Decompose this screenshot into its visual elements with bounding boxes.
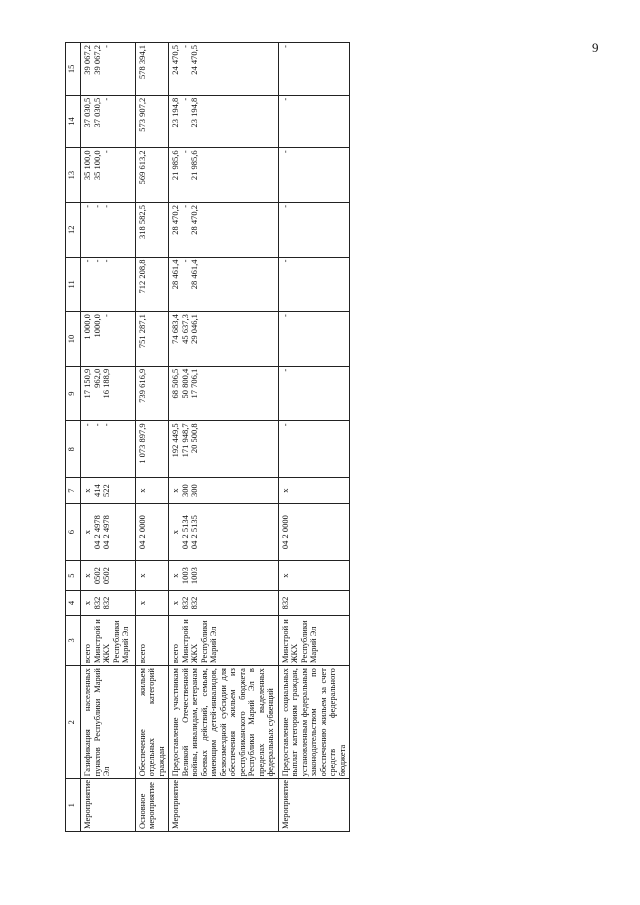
value-line: х bbox=[82, 573, 92, 578]
value-cell bbox=[169, 95, 279, 148]
column-number-row bbox=[66, 43, 81, 832]
column-number: 1 bbox=[66, 779, 81, 832]
executor-line: Минстрой и ЖКХ Республики Марий Эл bbox=[179, 619, 219, 664]
value-line: 28 470,2 bbox=[170, 204, 181, 235]
value-cell bbox=[81, 95, 136, 148]
value-cell bbox=[169, 202, 279, 257]
value-line: - bbox=[279, 259, 290, 263]
activity-type-cell: Мероприятие bbox=[169, 779, 279, 832]
value-line: - bbox=[279, 423, 290, 427]
value-cell bbox=[135, 591, 169, 615]
value-cell bbox=[135, 312, 169, 367]
executor-line: Минстрой и ЖКХ Республики Марий Эл bbox=[279, 619, 319, 664]
value-line: х bbox=[170, 600, 181, 606]
value-cell bbox=[81, 148, 136, 203]
value-cell bbox=[81, 478, 136, 504]
value-line: х bbox=[136, 488, 147, 493]
value-line: - bbox=[279, 314, 290, 317]
value-line: 04 2 5135 bbox=[189, 515, 200, 550]
executor-line: всего bbox=[170, 643, 181, 664]
value-line: 20 500,8 bbox=[189, 423, 200, 454]
value-line: х bbox=[170, 573, 181, 578]
value-line: 68 506,5 bbox=[170, 368, 181, 399]
column-number: 13 bbox=[66, 148, 81, 203]
value-line: х bbox=[279, 488, 290, 493]
value-line: - bbox=[101, 97, 112, 101]
value-line: 04 2 0000 bbox=[136, 515, 147, 550]
value-line: 04 2 5134 bbox=[179, 515, 190, 550]
value-line: 50 800,4 bbox=[179, 368, 190, 399]
value-cell bbox=[81, 366, 136, 421]
value-line: - bbox=[279, 204, 290, 208]
value-line: 712 208,8 bbox=[136, 259, 147, 294]
value-cell bbox=[278, 504, 350, 561]
value-line: 300 bbox=[179, 484, 190, 498]
value-cell bbox=[169, 312, 279, 367]
value-line: 04 2 4978 bbox=[101, 515, 112, 550]
value-cell bbox=[169, 504, 279, 561]
value-line: - bbox=[82, 423, 92, 427]
value-line: 28 461,4 bbox=[170, 259, 181, 290]
value-line: х bbox=[136, 600, 147, 606]
value-line: 739 616,9 bbox=[136, 368, 147, 403]
value-cell bbox=[135, 504, 169, 561]
value-line: - bbox=[279, 45, 290, 48]
value-line: х bbox=[82, 488, 92, 493]
value-line: 569 613,2 bbox=[136, 150, 147, 185]
value-line: 1000,0 bbox=[91, 314, 102, 338]
activity-name-cell: Предоставление социальных выплат категориям граждан, установленным федеральным законодательством по обеспечению жильем за счет средств федерального бюджета bbox=[278, 666, 350, 779]
value-line: 39 067,2 bbox=[82, 45, 92, 75]
value-line: 28 470,2 bbox=[189, 204, 200, 235]
value-line: 17 150,9 bbox=[82, 368, 92, 399]
value-line: 300 bbox=[189, 484, 200, 498]
value-line: 0502 bbox=[101, 567, 112, 585]
value-line: 192 449,5 bbox=[170, 423, 181, 458]
value-line: 39 067,2 bbox=[91, 45, 102, 75]
value-line: 37 030,5 bbox=[82, 97, 92, 128]
page-number: 9 bbox=[592, 40, 599, 55]
column-number: 8 bbox=[66, 421, 81, 478]
value-cell bbox=[169, 148, 279, 203]
value-line: - bbox=[101, 259, 112, 263]
value-cell bbox=[81, 202, 136, 257]
value-line: 24 470,5 bbox=[170, 45, 181, 75]
value-line: 1 000,0 bbox=[82, 314, 92, 340]
value-cell bbox=[169, 257, 279, 312]
value-cell bbox=[278, 366, 350, 421]
activity-name-cell: Предоставление участникам Великой Отечественной войны, инвалидам, ветеранам боевых действий, семьям, имеющим детей-инвалидов, безвозмездной субсидии для обеспечения жильем из республиканского бюджета Республики Марий Эл в пределах выделенных федеральных субвенций bbox=[169, 666, 279, 779]
value-line: х bbox=[82, 530, 92, 535]
value-line: - bbox=[82, 204, 92, 208]
value-cell bbox=[278, 591, 350, 615]
value-line: - bbox=[279, 97, 290, 101]
value-line: - bbox=[91, 204, 102, 208]
value-line: 17 706,1 bbox=[189, 368, 200, 399]
value-cell bbox=[169, 478, 279, 504]
value-cell bbox=[278, 43, 350, 96]
value-cell bbox=[81, 504, 136, 561]
value-line: 37 030,5 bbox=[91, 97, 102, 128]
value-line: 832 bbox=[179, 596, 190, 610]
value-cell bbox=[81, 257, 136, 312]
value-line: - bbox=[279, 368, 290, 372]
value-cell bbox=[169, 43, 279, 96]
value-line: 832 bbox=[279, 596, 290, 610]
column-number: 3 bbox=[66, 615, 81, 666]
table-row bbox=[81, 43, 136, 832]
value-cell bbox=[169, 366, 279, 421]
value-line: - bbox=[101, 204, 112, 208]
value-line: - bbox=[91, 423, 102, 427]
value-cell bbox=[278, 312, 350, 367]
value-line: 35 100,0 bbox=[82, 150, 92, 181]
value-line: 962,0 bbox=[91, 368, 102, 388]
column-number: 7 bbox=[66, 478, 81, 504]
value-line: 171 948,7 bbox=[179, 423, 190, 458]
value-line: - bbox=[82, 259, 92, 263]
column-number: 12 bbox=[66, 202, 81, 257]
budget-table bbox=[65, 42, 350, 832]
column-number: 15 bbox=[66, 43, 81, 96]
value-line: - bbox=[91, 259, 102, 263]
value-cell bbox=[278, 257, 350, 312]
table-row bbox=[135, 43, 169, 832]
value-line: 1 073 897,9 bbox=[136, 423, 147, 464]
value-cell bbox=[278, 560, 350, 590]
column-number: 11 bbox=[66, 257, 81, 312]
executor-cell bbox=[169, 615, 279, 666]
value-line: 832 bbox=[101, 596, 112, 610]
value-line: - bbox=[101, 45, 112, 48]
value-cell bbox=[278, 421, 350, 478]
rotated-budget-table bbox=[65, 42, 445, 832]
value-cell bbox=[81, 312, 136, 367]
value-line: 1003 bbox=[179, 567, 190, 585]
value-line: 0502 bbox=[91, 567, 102, 585]
value-cell bbox=[135, 43, 169, 96]
column-number: 10 bbox=[66, 312, 81, 367]
value-line: - bbox=[279, 150, 290, 154]
value-line: 522 bbox=[101, 484, 112, 498]
value-line: - bbox=[101, 423, 112, 427]
value-line: 573 907,2 bbox=[136, 97, 147, 132]
column-number: 14 bbox=[66, 95, 81, 148]
value-line: - bbox=[101, 150, 112, 154]
value-line: х bbox=[170, 530, 181, 535]
executor-line: всего bbox=[82, 643, 92, 664]
value-line: - bbox=[179, 45, 190, 48]
value-line: 45 637,3 bbox=[179, 314, 190, 344]
value-cell bbox=[135, 478, 169, 504]
value-line: - bbox=[179, 204, 190, 208]
activity-type-cell: Основное мероприятие bbox=[135, 779, 169, 832]
value-line: 751 287,1 bbox=[136, 314, 147, 349]
value-line: 74 683,4 bbox=[170, 314, 181, 344]
value-line: - bbox=[179, 97, 190, 101]
value-line: 28 461,4 bbox=[189, 259, 200, 290]
column-number: 2 bbox=[66, 666, 81, 779]
value-line: 414 bbox=[91, 484, 102, 498]
value-cell bbox=[81, 591, 136, 615]
executor-line: всего bbox=[136, 643, 147, 664]
value-cell bbox=[135, 148, 169, 203]
value-line: 23 194,8 bbox=[189, 97, 200, 128]
executor-line: Минстрой и ЖКХ Республики Марий Эл bbox=[91, 619, 131, 664]
value-line: - bbox=[179, 259, 190, 263]
value-line: - bbox=[179, 150, 190, 154]
value-cell bbox=[135, 202, 169, 257]
value-cell bbox=[81, 560, 136, 590]
value-cell bbox=[135, 366, 169, 421]
activity-name-cell: Газификация населенных пунктов Республики Марий Эл bbox=[81, 666, 136, 779]
value-line: 29 046,1 bbox=[189, 314, 200, 344]
value-line: 35 100,0 bbox=[91, 150, 102, 181]
value-cell bbox=[81, 43, 136, 96]
value-line: 318 582,5 bbox=[136, 204, 147, 239]
activity-type-cell: Мероприятие bbox=[278, 779, 350, 832]
table-body bbox=[81, 43, 350, 832]
column-number: 9 bbox=[66, 366, 81, 421]
value-line: 832 bbox=[189, 596, 200, 610]
value-line: 23 194,8 bbox=[170, 97, 181, 128]
value-line: х bbox=[279, 573, 290, 578]
table-row bbox=[278, 43, 350, 832]
value-cell bbox=[278, 478, 350, 504]
executor-cell bbox=[135, 615, 169, 666]
value-line: 1003 bbox=[189, 567, 200, 585]
value-line: х bbox=[170, 488, 181, 493]
value-cell bbox=[135, 257, 169, 312]
value-cell bbox=[169, 421, 279, 478]
value-cell bbox=[278, 148, 350, 203]
value-line: 21 985,6 bbox=[170, 150, 181, 181]
value-cell bbox=[81, 421, 136, 478]
column-number: 4 bbox=[66, 591, 81, 615]
value-line: 832 bbox=[91, 596, 102, 610]
value-cell bbox=[169, 560, 279, 590]
column-number: 5 bbox=[66, 560, 81, 590]
value-cell bbox=[278, 95, 350, 148]
executor-cell bbox=[81, 615, 136, 666]
value-line: 21 985,6 bbox=[189, 150, 200, 181]
value-line: 24 470,5 bbox=[189, 45, 200, 75]
value-line: - bbox=[101, 314, 112, 317]
activity-name-cell: Обеспечение жильем отдельных категорий граждан bbox=[135, 666, 169, 779]
activity-type-cell: Мероприятие bbox=[81, 779, 136, 832]
column-number: 6 bbox=[66, 504, 81, 561]
value-line: х bbox=[82, 600, 92, 606]
value-cell bbox=[135, 95, 169, 148]
table-row bbox=[169, 43, 279, 832]
value-line: 04 2 4978 bbox=[91, 515, 102, 550]
value-line: 578 394,1 bbox=[136, 45, 147, 79]
value-line: 04 2 0000 bbox=[279, 515, 290, 550]
value-line: х bbox=[136, 573, 147, 578]
executor-cell bbox=[278, 615, 350, 666]
value-cell bbox=[135, 421, 169, 478]
value-cell bbox=[169, 591, 279, 615]
value-cell bbox=[135, 560, 169, 590]
value-line: 16 188,9 bbox=[101, 368, 112, 399]
value-cell bbox=[278, 202, 350, 257]
